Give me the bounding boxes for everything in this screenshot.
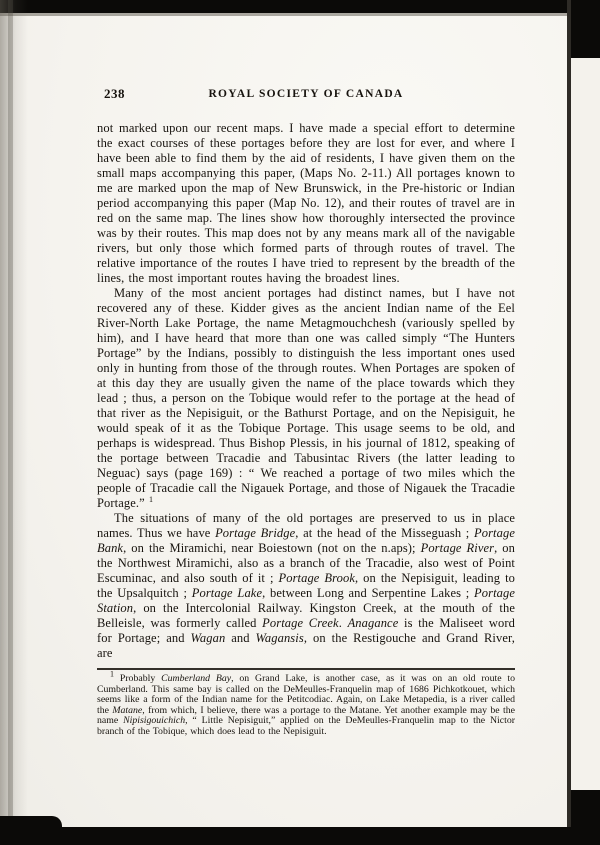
paragraph bbox=[97, 511, 515, 661]
text-segment: Portage Bank bbox=[97, 526, 515, 555]
scan-right-top-dark bbox=[571, 0, 600, 58]
text-segment: , on Grand Lake, is another case, as it was on an old route to Cumberland. This same bay is called on the DeMeulles-Franquelin map of 1686 Pichkotkouet, which seems like a form of the Indian name for the Petitcodiac. Again, on Lake Metapedia, is a river called the bbox=[97, 673, 515, 716]
page-number: 238 bbox=[104, 86, 125, 101]
text-segment: , from which, I believe, there was a portage to the Matane. Yet another example may be the name bbox=[97, 704, 515, 727]
text-segment: , at the head of the Misseguash ; bbox=[295, 526, 474, 540]
text-segment: The situations of many of the old portages are preserved to us in place names. Thus we have bbox=[97, 511, 515, 540]
page-top-edge-shadow bbox=[0, 13, 580, 16]
text-segment: Probably bbox=[114, 673, 162, 684]
text-segment: Wagan bbox=[190, 631, 226, 645]
scan-right-margin bbox=[571, 0, 600, 845]
text-segment: and bbox=[225, 631, 256, 645]
scan-right-bottom-dark bbox=[571, 790, 600, 845]
footnote-rule bbox=[97, 668, 515, 670]
text-segment: Cumberland Bay bbox=[161, 673, 232, 684]
text-segment: . bbox=[338, 616, 348, 630]
text-segment: Nipisigouichich bbox=[123, 715, 186, 727]
binding-streak bbox=[8, 0, 13, 845]
running-head bbox=[97, 86, 515, 102]
text-segment: Anagance bbox=[347, 616, 399, 630]
scan-bottom-band bbox=[0, 827, 575, 845]
paragraph bbox=[97, 286, 515, 511]
text-segment: is the Maliseet word for Portage; and bbox=[97, 616, 515, 645]
text-segment: , on the Intercolonial Railway. Kingston Creek, at the mouth of the Belleisle, was formerly called bbox=[97, 601, 515, 630]
text-segment: Portage Lake bbox=[191, 586, 263, 600]
page-content bbox=[97, 86, 515, 738]
body-text bbox=[97, 121, 515, 661]
text-segment: Portage Station bbox=[97, 586, 516, 615]
text-segment: Portage River bbox=[420, 541, 495, 555]
text-segment: Portage Brook bbox=[278, 571, 355, 585]
text-segment: , between Long and Serpentine Lakes ; bbox=[262, 586, 475, 600]
text-segment: Wagansis bbox=[255, 631, 304, 645]
running-head-title: ROYAL SOCIETY OF CANADA bbox=[208, 88, 404, 100]
text-segment: Matane bbox=[112, 704, 143, 716]
text-segment: 1 bbox=[110, 669, 114, 679]
text-segment: not marked upon our recent maps. I have made a special effort to determine the exact courses of these portages before they are lost for ever, and where I have been able to find them by the aid of residents, I have given them on the small maps accompanying this paper, (Maps No. 2-11.) All portages known to me are marked upon the map of New Brunswick, in the Pre-historic or Indian period accompanying this paper (Map No. 12), and their routes of travel are in red on the same map. The lines show how thoroughly intersected the province was by their routes. This map does not by any means mark all of the navigable rivers, but only those which formed parts of through routes of travel. The relative importance of the routes I have tried to represent by the breadth of the lines, the most important routes having the broadest lines. bbox=[97, 121, 515, 285]
page-right-edge bbox=[567, 0, 571, 845]
text-segment: Portage Creek bbox=[262, 616, 339, 630]
text-segment: Many of the most ancient portages had distinct names, but I have not recovered any of these. Kidder gives as the ancient Indian name of the Eel River-North Lake Portage, the name Metagmouchchesh (variously spelled by him), and I have heard that more than one was called simply “The Hunters Portage” by the Indians, possibly to distinguish the less important ones used only in hunting from those of the through routes. When Portages are spoken of at this day they are usually given the name of the place towards which they lead ; thus, a person on the Tobique would refer to the portage at the head of that river as the Nepisiguit, or the Bathurst Portage, and on the Nepisiguit, he would speak of it as the Tobique Portage. This usage seems to be old, and perhaps is widespread. Thus Bishop Plessis, in his journal of 1812, speaking of the portage between Tracadie and Tabusintac Rivers (the latter leading to Neguac) says (page 169) : “ We reached a portage of two miles which the people of Tracadie call the Nigauek Portage, and those of Nigauek the Tracadie Portage.” bbox=[97, 286, 515, 510]
text-segment: 1 bbox=[148, 494, 154, 504]
scan-top-band bbox=[0, 0, 600, 13]
text-segment: Portage Bridge bbox=[215, 526, 296, 540]
text-segment: , on the Nepisiguit, leading to the Upsalquitch ; bbox=[97, 571, 516, 600]
text-segment: , “ Little Nepisiguit,” applied on the DeMeulles-Franquelin map to the Nictor branch of the Tobique, which does lead to the Nepisiguit. bbox=[97, 715, 515, 737]
text-segment: , on the Miramichi, near Boiestown (not on the n.aps); bbox=[123, 541, 421, 555]
text-segment: , on the Northwest Miramichi, also as a branch of the Tracadie, also west of Point Escuminac, and also south of it ; bbox=[97, 541, 515, 585]
binding-shadow bbox=[0, 0, 28, 845]
text-segment: , on the Restigouche and Grand River, are bbox=[97, 631, 515, 660]
paragraph bbox=[97, 121, 515, 286]
footnote-text bbox=[97, 669, 515, 738]
